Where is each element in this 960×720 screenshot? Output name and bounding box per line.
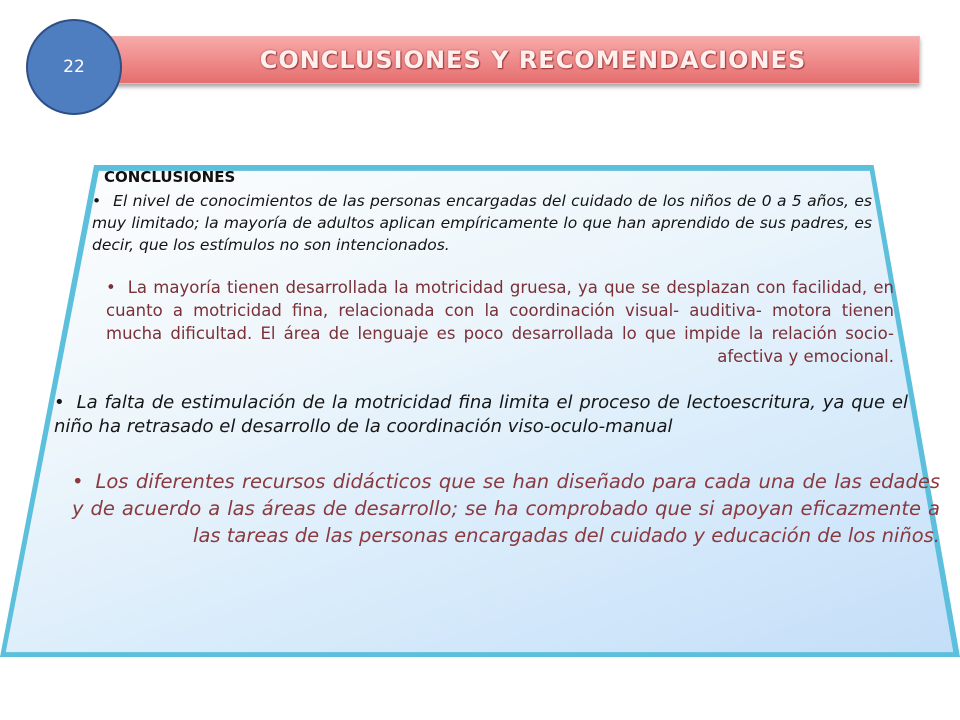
bullet: • [106,278,116,297]
conclusion-item-4 [72,468,940,549]
conclusion-text-2: La mayoría tienen desarrollada la motricidad gruesa, ya que se desplazan con facilidad, en cuanto a motricidad fina, relacionada con la coordinación visual- auditiva- motora tienen mucha dificultad. El área de lenguaje es poco desarrollada lo que impide la relación socio-afectiva y emocional. [106,278,894,366]
conclusion-text-1: El nivel de conocimientos de las personas encargadas del cuidado de los niños de 0 a 5 años, es muy limitado; la mayoría de adultos aplican empíricamente lo que han aprendido de sus padres, es decir, que los estímulos no son intencionados. [92,192,872,254]
section-heading: CONCLUSIONES [104,168,236,186]
conclusion-text-4: Los diferentes recursos didácticos que se han diseñado para cada una de las edades y de acuerdo a las áreas de desarrollo; se ha comprobado que si apoyan eficazmente a las tareas de las personas encargadas del cuidado y educación de los niños. [72,470,940,547]
slide-number: 22 [63,57,85,77]
bullet: • [72,470,84,493]
slide-title: CONCLUSIONES Y RECOMENDACIONES [259,46,807,74]
conclusion-item-1 [92,190,872,256]
bullet: • [54,392,65,413]
conclusion-item-3 [54,391,908,439]
conclusion-item-2 [106,276,894,368]
conclusion-text-3: La falta de estimulación de la motricidad fina limita el proceso de lectoescritura, ya que el niño ha retrasado el desarrollo de la coordinación viso-oculo-manual [54,392,908,437]
bullet: • [92,192,102,210]
